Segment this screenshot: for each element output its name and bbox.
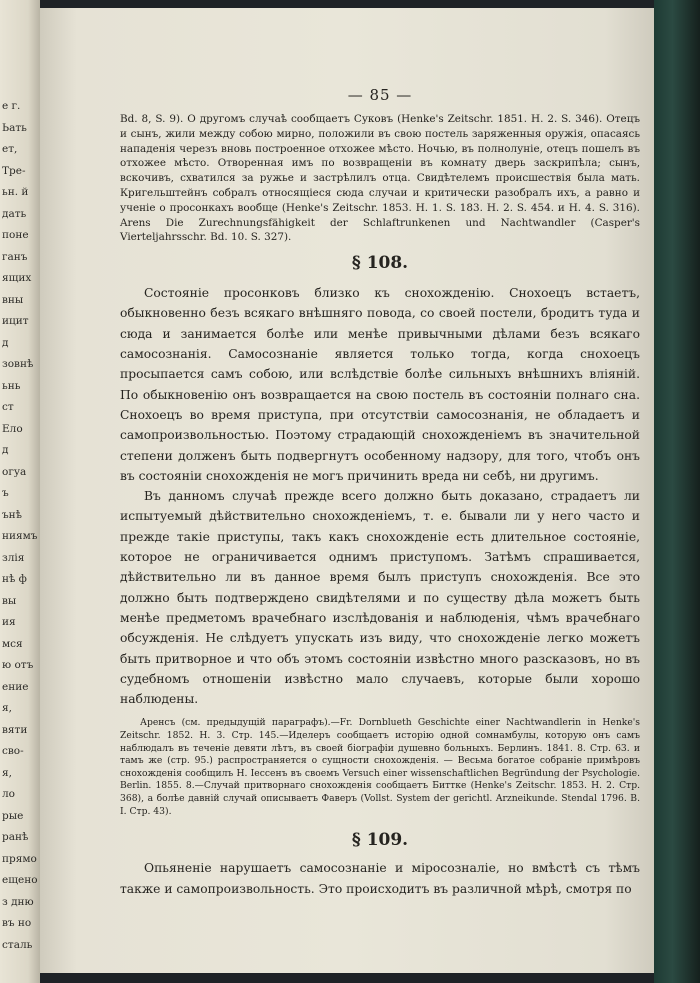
facing-page-text-fragment: Ьать bbox=[2, 121, 27, 134]
facing-page-text-fragment: ия bbox=[2, 616, 16, 628]
facing-page-text-fragment: ю отъ bbox=[2, 659, 34, 671]
facing-page-text-fragment: поне bbox=[2, 229, 29, 241]
book-cover-spine bbox=[654, 0, 700, 983]
facing-page-text-fragment: ло bbox=[2, 788, 15, 800]
facing-page-text-fragment: мся bbox=[2, 637, 23, 650]
facing-page-text-fragment: Ело bbox=[2, 422, 23, 435]
top-note bbox=[120, 112, 640, 245]
facing-page-text-fragment: нѣ ф bbox=[2, 573, 27, 585]
facing-page-text-fragment: сталь bbox=[2, 938, 33, 951]
facing-page-text-fragment: вны bbox=[2, 293, 24, 306]
facing-page-text-fragment: дать bbox=[2, 207, 27, 220]
page-content bbox=[120, 8, 640, 900]
facing-page-text-fragment: вяти bbox=[2, 723, 28, 736]
facing-page-text-fragment: ящих bbox=[2, 272, 32, 284]
book-page bbox=[40, 8, 654, 973]
facing-page-text-fragment: д bbox=[2, 444, 9, 456]
facing-page-text-fragment: ранѣ bbox=[2, 831, 29, 843]
facing-page-edge bbox=[0, 0, 40, 983]
paragraph: Состояніе просонковъ близко къ снохожденію. Снохоецъ встаетъ, обыкновенно безъ всякаго внѣшняго повода, со своей постели, бродитъ туда и сюда и занимается болѣе или менѣе привычными дѣлами безъ всякаго самосознанія. Самосознаніе является только тогда, когда снохоецъ просыпается самъ собою, или вслѣдствіе болѣе сильныхъ внѣшнихъ вліяній. По обыкновенію онъ возвращается на свою постель въ состояніи полнаго сна. Снохоецъ во время приступа, при отсутствіи самосознанія, не обладаетъ и самопроизвольностью. Поэтому страдающій снохожденіемъ въ значительной степени долженъ быть подвергнутъ особенному надзору, для того, чтобъ онъ въ состояніи снохожденія не могъ причинить вреда ни себѣ, ни другимъ. bbox=[120, 286, 640, 483]
facing-page-text-fragment: я, bbox=[2, 702, 12, 714]
facing-page-text-fragment: ицит bbox=[2, 315, 29, 327]
facing-page-text-fragment: огуа bbox=[2, 465, 27, 478]
facing-page-text-fragment: ение bbox=[2, 680, 29, 693]
facing-page-text-fragment: злія bbox=[2, 551, 25, 564]
facing-page-text-fragment: ет, bbox=[2, 143, 18, 155]
facing-page-text-fragment: сво- bbox=[2, 745, 24, 757]
facing-page-text-fragment: ьн. й bbox=[2, 186, 29, 198]
facing-page-text-fragment: рые bbox=[2, 809, 24, 822]
facing-page-text-fragment: ещено bbox=[2, 874, 38, 886]
paragraph: Въ данномъ случаѣ прежде всего должно быть доказано, страдаетъ ли испытуемый дѣйствительно снохожденіемъ, т. е. бывали ли у него часто и прежде такіе приступы, такъ какъ снохожденіе есть длительное состояніе, которое не ограничивается однимъ приступомъ. Затѣмъ спрашивается, дѣйствительно ли въ данное время былъ приступъ снохожденія. Все это должно быть подтверждено свидѣтелями и по существу дѣла можетъ быть менѣе предметомъ врачебнаго изслѣдованія и наблюденія, чѣмъ врачебнаго обсужденія. Не слѣдуетъ упускать изъ виду, что снохожденіе легко можетъ быть притворное и что объ этомъ состояніи извѣстно много разсказовъ, но въ судебномъ отношеніи извѣстно мало случаевъ, которые были хорошо наблюдены. bbox=[120, 489, 640, 707]
facing-page-text-fragment: е г. bbox=[2, 100, 21, 112]
footnote-108 bbox=[120, 717, 640, 818]
facing-page-text-fragment: ст bbox=[2, 401, 14, 413]
section-108-body bbox=[120, 283, 640, 709]
facing-page-text-fragment: ниямъ bbox=[2, 530, 38, 542]
facing-page-text-fragment: д bbox=[2, 336, 9, 349]
facing-page-text-fragment: вы bbox=[2, 594, 17, 607]
paragraph: Опьяненіе нарушаетъ самосознаніе и міросозналіе, но вмѣстѣ съ тѣмъ также и самопроизвольность. Это происходитъ въ различной мѣрѣ, смотря по bbox=[120, 861, 640, 897]
facing-page-text-fragment: ганъ bbox=[2, 250, 28, 263]
facing-page-text-fragment: ъ bbox=[2, 487, 9, 499]
facing-page-text-fragment: ьнь bbox=[2, 379, 21, 392]
facing-page-text-fragment: въ но bbox=[2, 917, 32, 929]
facing-page-text-fragment: з дню bbox=[2, 895, 34, 908]
top-note-text: Bd. 8, S. 9). О другомъ случаѣ сообщаетъ Суковъ (Henke's Zeitschr. 1851. Н. 2. S. 346). Отецъ и сынъ, жили между собою мирно, положили въ свою постель заряженныя оружія, опасаясь нападенія черезъ вновь построенное отхожее мѣсто. Ночью, въ полнолуніе, отецъ пошелъ въ отхожее мѣсто. Отворенная имъ по возвращеніи въ комнату дверь заскрипѣла; сынъ, вскочивъ, схватился за ружье и застрѣлилъ отца. Свидѣтелемъ происшествія была мать. Кригельштейнъ собралъ относящіеся сюда случаи и критически разобралъ ихъ, а равно и ученіе о просонкахъ вообще (Henke's Zeitschr. 1853. Н. 1. S. 183. Н. 2. S. 454. и Н. 4. S. 316). Arens Die Zurechnungsfähigkeit der Schlaftrunkenen und Nachtwandler (Casper's Vierteljahrsschr. Bd. 10. S. 327). bbox=[120, 113, 640, 244]
facing-page-text-fragment: я, bbox=[2, 766, 12, 779]
facing-page-text-fragment: прямо bbox=[2, 852, 37, 865]
page-number: — 85 — bbox=[347, 86, 413, 104]
section-heading-109: § 109. bbox=[351, 830, 409, 851]
facing-page-text-fragment: ънѣ bbox=[2, 508, 23, 521]
section-109-body bbox=[120, 858, 640, 900]
footnote-text: Аренсъ (см. предыдущій параграфъ).—Fr. Dornblueth Geschichte einer Nachtwandlerin in Henke's Zeitschr. 1852. Н. 3. Стр. 145.—Иделеръ сообщаетъ исторію одной сомнамбулы, которую онъ самъ наблюдалъ въ теченіе девяти лѣтъ, въ своей біографіи душевно больныхъ. Берлинъ. 1841. 8. Стр. 63. и тамъ же (стр. 95.) распространяется о сущности снохожденія. — Весьма богатое собраніе примѣровъ снохожденія сообщилъ Н. Іессенъ въ своемъ Versuch einer wissenschaftlichen Begründung der Psychologie. Berlin. 1855. 8.—Случай притворнаго снохожденія сообщаетъ Биттке (Henke's Zeitschr. 1853. Н. 2. Стр. 368), а болѣе давній случай описываетъ Фаверъ (Vollst. System der gerichtl. Arzneikunde. Stendal 1796. B. I. Стр. 43). bbox=[120, 717, 640, 817]
facing-page-text-fragment: Тре- bbox=[2, 164, 26, 177]
facing-page-text-fragment: зовнѣ bbox=[2, 358, 34, 370]
section-heading-108: § 108. bbox=[351, 253, 409, 274]
